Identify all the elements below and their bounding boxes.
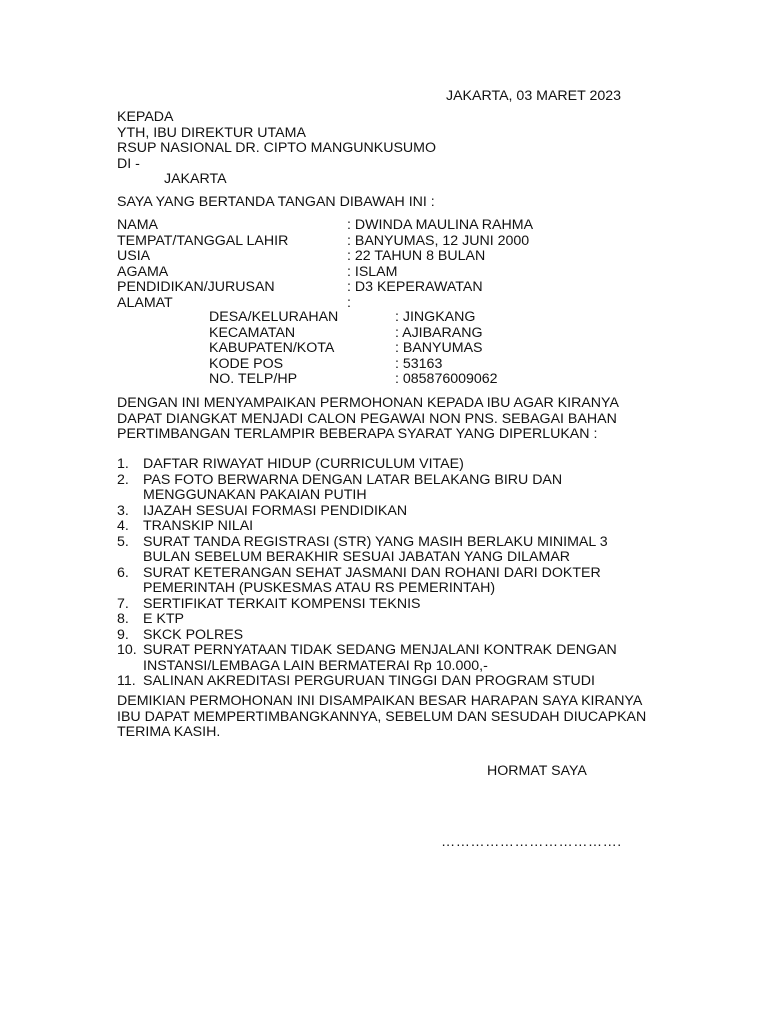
list-item-text: SALINAN AKREDITASI PERGURUAN TINGGI DAN PROGRAM STUDI [143, 673, 595, 689]
address-label: KECAMATAN [209, 324, 296, 341]
address-label: DESA/KELURAHAN [209, 309, 339, 325]
list-item-text: DAFTAR RIWAYAT HIDUP (CURRICULUM VITAE) [143, 456, 464, 472]
address-value: : 085876009062 [395, 371, 498, 387]
list-item [117, 628, 617, 644]
list-number: 2. [117, 471, 129, 488]
list-number: 10. [117, 642, 137, 658]
paragraph-line: PERTIMBANGAN TERLAMPIR BEBERAPA SYARAT YANG DIPERLUKAN : [117, 426, 598, 442]
field-label: ALAMAT [117, 294, 173, 311]
field-label: NAMA [117, 217, 158, 233]
list-number: 1. [117, 456, 129, 472]
list-item-text: INSTANSI/LEMBAGA LAIN BERMATERAI Rp 10.000,- [143, 657, 488, 674]
address-value: : AJIBARANG [395, 324, 483, 341]
list-number: 6. [117, 564, 129, 581]
paragraph-line: TERIMA KASIH. [117, 724, 221, 740]
recipient-line: RSUP NASIONAL DR. CIPTO MANGUNKUSUMO [117, 140, 437, 156]
list-number: 3. [117, 502, 129, 519]
list-item [117, 643, 617, 674]
list-number: 4. [117, 518, 129, 534]
requirements-list [117, 457, 617, 690]
signature-line: ………………………………. [441, 834, 622, 850]
list-item-text: SURAT TANDA REGISTRASI (STR) YANG MASIH BERLAKU MINIMAL 3 [143, 533, 608, 550]
field-value: : D3 KEPERAWATAN [347, 279, 483, 295]
list-item-text: SURAT PERNYATAAN TIDAK SEDANG MENJALANI KONTRAK DENGAN [143, 642, 617, 658]
recipient-line: DI - [117, 155, 140, 172]
request-paragraph [117, 396, 619, 443]
list-item [117, 504, 617, 520]
list-item-text: BULAN SEBELUM BERAKHIR SESUAI JABATAN YANG DILAMAR [143, 549, 571, 565]
address-value: : BANYUMAS [395, 340, 483, 356]
list-item [117, 457, 617, 473]
field-label: TEMPAT/TANGGAL LAHIR [117, 232, 289, 249]
list-item-text: PAS FOTO BERWARNA DENGAN LATAR BELAKANG BIRU DAN [143, 471, 563, 488]
address-label: KABUPATEN/KOTA [209, 340, 335, 356]
field-value: : ISLAM [347, 263, 398, 280]
paragraph-line: IBU DAPAT MEMPERTIMBANGKANNYA, SEBELUM DAN SESUDAH DIUCAPKAN [117, 708, 647, 725]
list-item-text: TRANSKIP NILAI [143, 518, 254, 534]
recipient-line: YTH, IBU DIREKTUR UTAMA [117, 124, 306, 141]
list-item [117, 566, 617, 597]
list-item-text: SERTIFIKAT TERKAIT KOMPENSI TEKNIS [143, 595, 421, 612]
field-value: : [347, 294, 351, 311]
list-item-text: PEMERINTAH (PUSKESMAS ATAU RS PEMERINTAH) [143, 580, 496, 596]
list-item [117, 597, 617, 613]
list-item-text: SKCK POLRES [143, 626, 244, 643]
intro-line: SAYA YANG BERTANDA TANGAN DIBAWAH INI : [117, 194, 435, 210]
list-number: 7. [117, 595, 129, 612]
field-value: : DWINDA MAULINA RAHMA [347, 217, 534, 233]
recipient-line: KEPADA [117, 109, 174, 125]
list-item-text: E KTP [143, 611, 184, 627]
field-label: PENDIDIKAN/JURUSAN [117, 279, 275, 295]
field-value: : 22 TAHUN 8 BULAN [347, 248, 486, 264]
list-item-text: IJAZAH SESUAI FORMASI PENDIDIKAN [143, 502, 408, 519]
recipient-city: JAKARTA [164, 171, 227, 187]
address-value: : JINGKANG [395, 309, 476, 325]
field-label: AGAMA [117, 263, 169, 280]
list-item-text: SURAT KETERANGAN SEHAT JASMANI DAN ROHANI DARI DOKTER [143, 564, 601, 581]
list-number: 9. [117, 626, 129, 643]
list-item [117, 473, 617, 504]
list-item-text: MENGGUNAKAN PAKAIAN PUTIH [143, 487, 367, 503]
paragraph-line: DENGAN INI MENYAMPAIKAN PERMOHONAN KEPADA IBU AGAR KIRANYA [117, 395, 619, 411]
list-item [117, 535, 617, 566]
list-number: 11. [117, 673, 136, 689]
list-item [117, 674, 617, 690]
address-label: KODE POS [209, 355, 284, 372]
date-line: JAKARTA, 03 MARET 2023 [446, 88, 622, 104]
list-item [117, 519, 617, 535]
address-label: NO. TELP/HP [209, 371, 298, 387]
regards-line: HORMAT SAYA [487, 763, 587, 779]
list-number: 5. [117, 533, 129, 550]
field-value: : BANYUMAS, 12 JUNI 2000 [347, 232, 530, 249]
field-label: USIA [117, 248, 151, 264]
paragraph-line: DEMIKIAN PERMOHONAN INI DISAMPAIKAN BESAR HARAPAN SAYA KIRANYA [117, 693, 643, 709]
list-item [117, 612, 617, 628]
address-value: : 53163 [395, 355, 443, 372]
closing-paragraph [117, 694, 646, 741]
list-number: 8. [117, 611, 129, 627]
recipient-block [117, 110, 436, 188]
paragraph-line: DAPAT DIANGKAT MENJADI CALON PEGAWAI NON PNS. SEBAGAI BAHAN [117, 410, 617, 427]
